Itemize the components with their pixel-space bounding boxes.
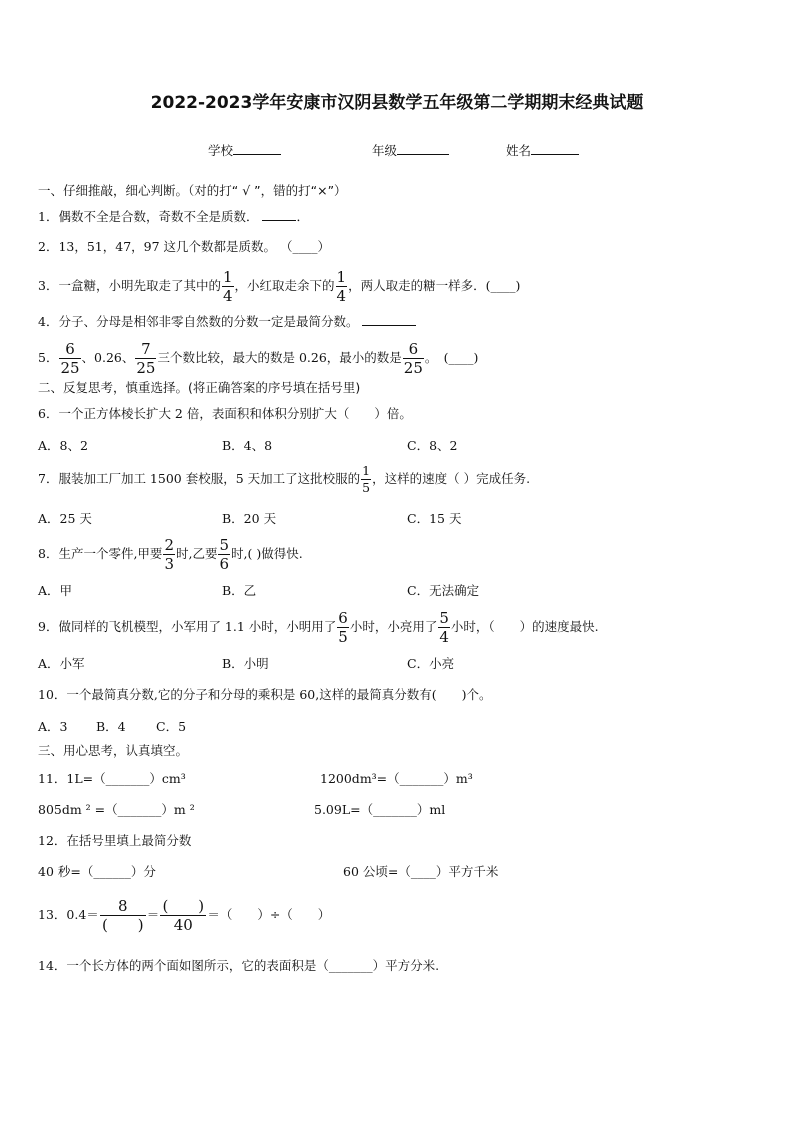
- q11-part-d[interactable]: 5.09L=（_______）ml: [314, 802, 446, 817]
- q8-text-a: 8．生产一个零件,甲要: [38, 546, 163, 561]
- question-10: 10．一个最简真分数,它的分子和分母的乘积是 60,这样的最简真分数有( )个。: [38, 687, 492, 702]
- q9-option-a[interactable]: A．小军: [38, 656, 85, 671]
- name-blank[interactable]: [531, 142, 579, 155]
- q7-option-b[interactable]: B．20 天: [222, 511, 277, 526]
- question-13: [38, 897, 330, 934]
- q9-text-c: 小时，（ ）的速度最快.: [450, 619, 599, 634]
- fraction-6-5: $\frac{6}{5}$: [338, 609, 348, 646]
- q13-equals: ＝: [146, 907, 160, 922]
- grade-blank[interactable]: [397, 142, 449, 155]
- name-label: 姓名: [506, 143, 532, 158]
- question-9: [38, 609, 599, 646]
- q6-option-a[interactable]: A．8、2: [38, 438, 88, 453]
- name-field: [506, 142, 579, 159]
- fraction-6-25-b: $\frac{6}{25}$: [403, 340, 423, 377]
- question-1: [38, 208, 309, 225]
- q9-option-b[interactable]: B．小明: [222, 656, 269, 671]
- q6-option-b[interactable]: B．4、8: [222, 438, 273, 453]
- q3-text-b: ，小红取走余下的: [234, 278, 335, 293]
- q3-text-c: ，两人取走的糖一样多．(____): [348, 278, 521, 293]
- q9-text-a: 9．做同样的飞机模型，小军用了 1.1 小时，小明用了: [38, 619, 337, 634]
- q1-answer-blank[interactable]: [262, 208, 296, 221]
- q6-option-c[interactable]: C．8、2: [407, 438, 458, 453]
- fraction-2-3: $\frac{2}{3}$: [164, 536, 174, 573]
- grade-label: 年级: [372, 143, 398, 158]
- q5-text-b: 、0.26、: [81, 350, 135, 365]
- q9-option-c[interactable]: C．小亮: [407, 656, 455, 671]
- question-8: [38, 536, 303, 573]
- question-7: [38, 463, 530, 496]
- q8-option-c[interactable]: C．无法确定: [407, 583, 480, 598]
- q12-part-a[interactable]: 40 秒=（______）分: [38, 864, 156, 879]
- q13-text-b[interactable]: ＝（ ）÷（ ）: [207, 907, 331, 922]
- fraction-blank-over-40[interactable]: $\frac{( )}{40}$: [160, 897, 206, 934]
- q11-part-b[interactable]: 1200dm³=（_______）m³: [320, 771, 473, 786]
- page-title: 2022-2023学年安康市汉阴县数学五年级第二学期期末经典试题: [150, 93, 644, 113]
- q4-answer-blank[interactable]: [362, 313, 416, 326]
- school-label: 学校: [208, 143, 234, 158]
- fraction-5-6: $\frac{5}{6}$: [219, 536, 230, 573]
- section-2-heading: 二、反复思考，慎重选择。(将正确答案的序号填在括号里): [38, 380, 361, 395]
- q1-text: 1．偶数不全是合数，奇数不全是质数．: [38, 209, 259, 224]
- fraction-5-4: $\frac{5}{4}$: [439, 609, 449, 646]
- section-1-heading: 一、仔细推敲，细心判断。（对的打“ √ ”，错的打“×”）: [38, 183, 347, 198]
- q2-answer-paren[interactable]: （____）: [280, 239, 331, 254]
- grade-field: [372, 142, 449, 159]
- fraction-7-25: $\frac{7}{25}$: [136, 340, 156, 377]
- q5-text-d: 。 (____): [424, 350, 479, 365]
- q10-option-b[interactable]: B．4: [96, 719, 126, 734]
- q8-text-c: 时,( )做得快.: [231, 546, 303, 561]
- school-blank[interactable]: [233, 142, 281, 155]
- fraction-6-25: $\frac{6}{25}$: [60, 340, 80, 377]
- q7-text-a: 7．服装加工厂加工 1500 套校服，5 天加工了这批校服的: [38, 471, 361, 486]
- q8-option-a[interactable]: A．甲: [38, 583, 73, 598]
- question-4: [38, 313, 416, 330]
- question-2: [38, 239, 330, 255]
- q5-text-a: 5．: [38, 350, 59, 365]
- q10-option-c[interactable]: C．5: [156, 719, 187, 734]
- q9-text-b: 小时，小亮用了: [349, 619, 438, 634]
- q8-option-b[interactable]: B．乙: [222, 583, 257, 598]
- q7-text-b: ，这样的速度（ ）完成任务.: [372, 471, 531, 486]
- q12-part-b[interactable]: 60 公顷=（____）平方千米: [343, 864, 499, 879]
- fraction-1-4-b: $\frac{1}{4}$: [336, 268, 347, 305]
- q1-end: ．: [296, 209, 309, 224]
- school-field: [208, 142, 281, 159]
- q2-text: 2．13，51，47，97 这几个数都是质数。: [38, 239, 277, 254]
- fraction-1-5: $\frac{1}{5}$: [362, 463, 371, 495]
- q13-text-a: 13．0.4＝: [38, 907, 99, 922]
- q11-part-a[interactable]: 11．1L=（_______）cm³: [38, 771, 186, 786]
- section-3-heading: 三、用心思考，认真填空。: [38, 743, 189, 758]
- q4-text: 4．分子、分母是相邻非零自然数的分数一定是最简分数。: [38, 314, 359, 329]
- q10-option-a[interactable]: A．3: [38, 719, 68, 734]
- question-6: 6．一个正方体棱长扩大 2 倍，表面积和体积分别扩大（ ）倍。: [38, 406, 412, 421]
- question-14: 14．一个长方体的两个面如图所示，它的表面积是（_______）平方分米.: [38, 958, 440, 973]
- fraction-1-4: $\frac{1}{4}$: [222, 268, 233, 305]
- question-5: [38, 340, 478, 377]
- question-3: [38, 268, 520, 305]
- fraction-8-over-blank[interactable]: $\frac{8}{( )}$: [100, 897, 146, 934]
- q11-part-c[interactable]: 805dm ² =（_______）m ²: [38, 802, 195, 817]
- question-12: 12．在括号里填上最简分数: [38, 833, 192, 848]
- q7-option-c[interactable]: C．15 天: [407, 511, 462, 526]
- q5-text-c: 三个数比较，最大的数是 0.26，最小的数是: [157, 350, 402, 365]
- q8-text-b: 时,乙要: [175, 546, 218, 561]
- q7-option-a[interactable]: A．25 天: [38, 511, 92, 526]
- q3-text-a: 3．一盒糖，小明先取走了其中的: [38, 278, 221, 293]
